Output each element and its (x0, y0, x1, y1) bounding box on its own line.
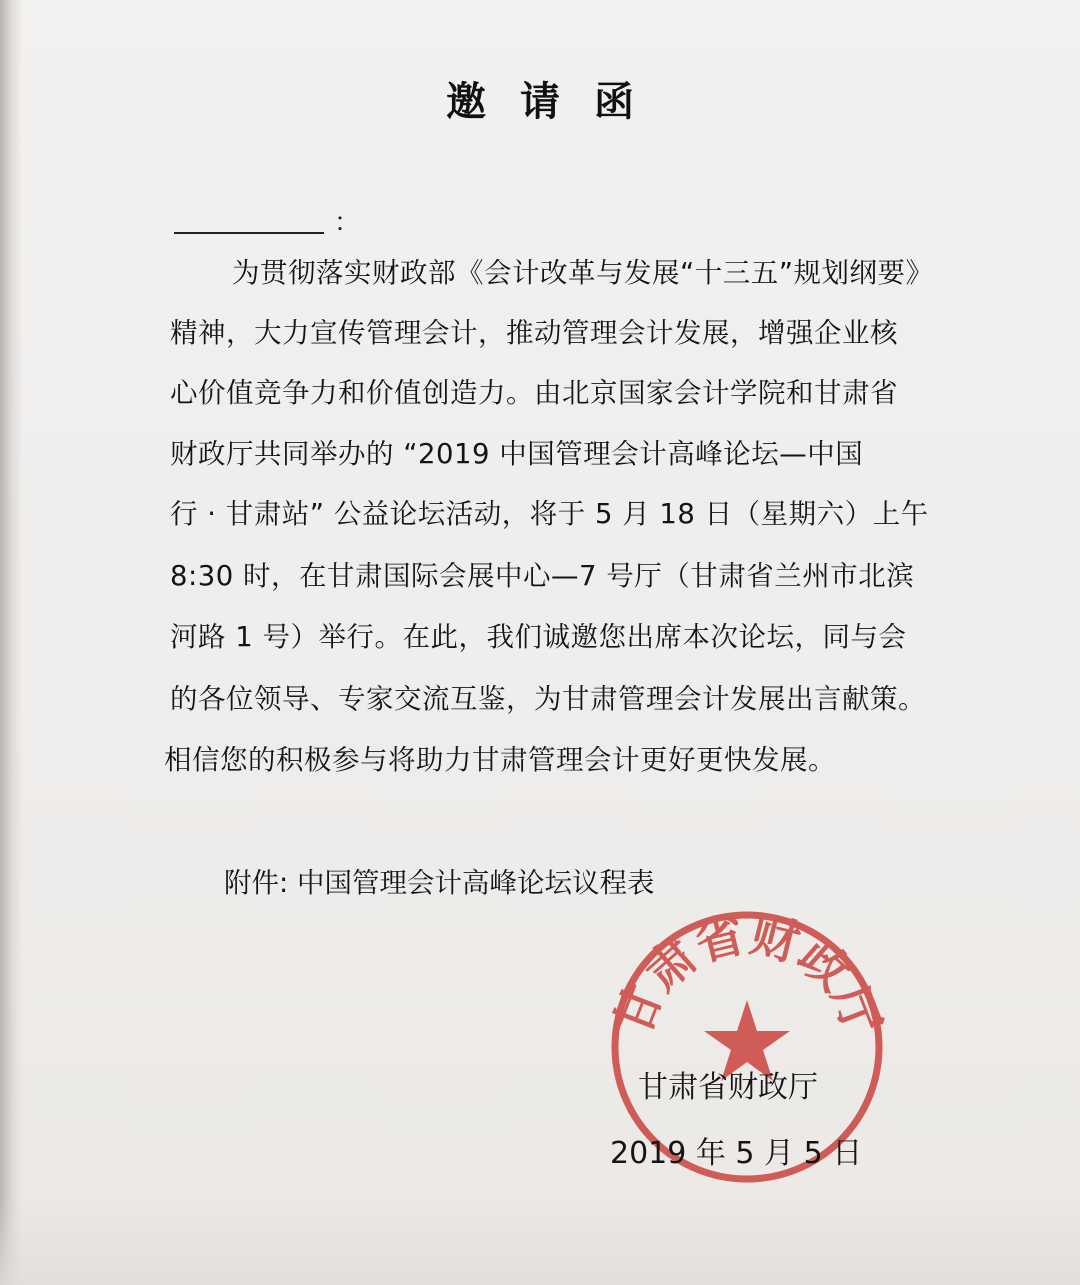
body-line-4: 财政厅共同举办的 “2019 中国管理会计高峰论坛—中国 (170, 438, 864, 470)
body-line-3: 心价值竞争力和价值创造力。由北京国家会计学院和甘肃省 (170, 377, 898, 409)
issue-date: 2019 年 5 月 5 日 (610, 1136, 863, 1171)
body-line-1: 为贯彻落实财政部《会计改革与发展“十三五”规划纲要》 (232, 257, 934, 289)
attachment-line: 附件: 中国管理会计高峰论坛议程表 (224, 867, 655, 899)
letter-title: 邀请函 (446, 78, 668, 125)
issuer-name: 甘肃省财政厅 (638, 1070, 818, 1105)
paper-edge-shadow (0, 0, 22, 1285)
seal-text: 甘肃省财政厅 (605, 906, 890, 1043)
salutation-colon: ： (334, 208, 361, 238)
body-line-8: 的各位领导、专家交流互鉴，为甘肃管理会计发展出言献策。 (170, 683, 926, 715)
body-line-2: 精神，大力宣传管理会计，推动管理会计发展，增强企业核 (170, 317, 898, 349)
recipient-blank-line (174, 232, 324, 234)
body-line-6: 8:30 时，在甘肃国际会展中心—7 号厅（甘肃省兰州市北滨 (170, 560, 915, 592)
paper-bottom-shadow (0, 1195, 1080, 1285)
body-line-5: 行 · 甘肃站” 公益论坛活动，将于 5 月 18 日（星期六）上午 (170, 498, 929, 530)
body-line-9: 相信您的积极参与将助力甘肃管理会计更好更快发展。 (164, 744, 836, 776)
body-line-7: 河路 1 号）举行。在此，我们诚邀您出席本次论坛，同与会 (170, 621, 907, 653)
